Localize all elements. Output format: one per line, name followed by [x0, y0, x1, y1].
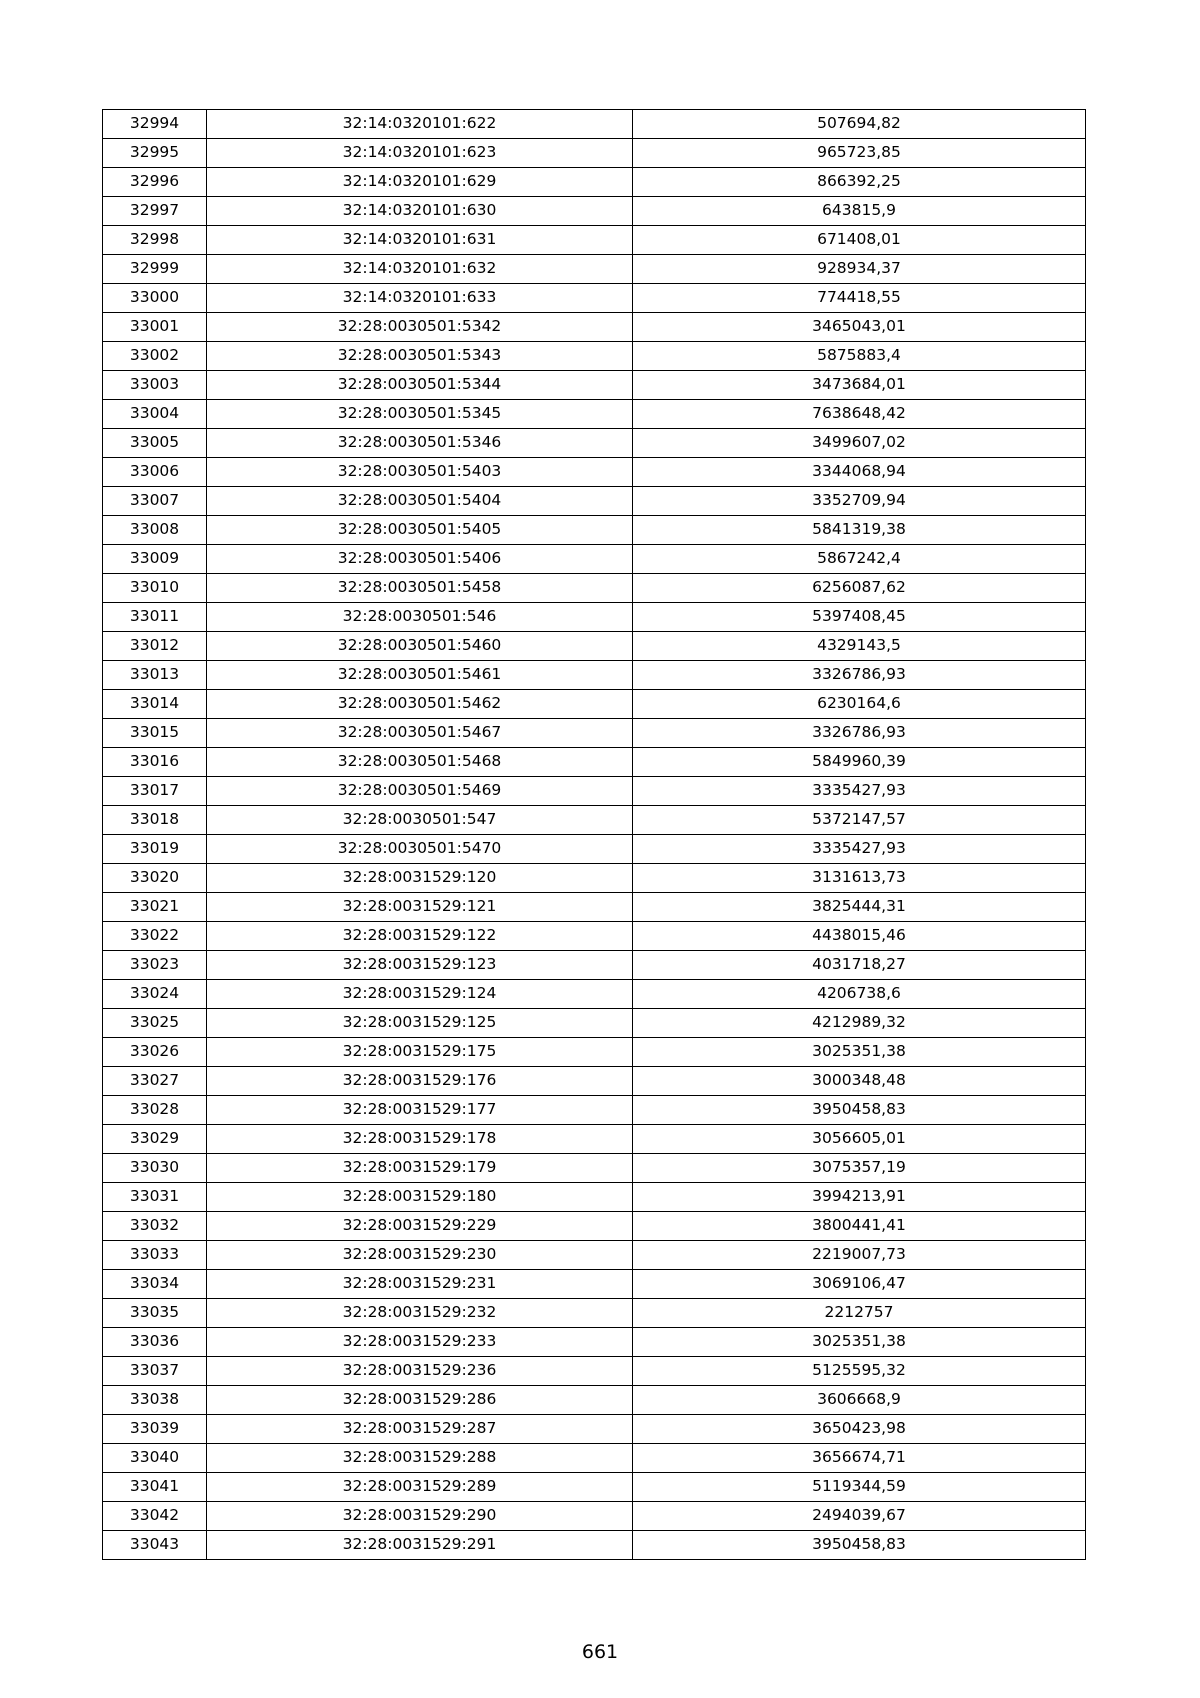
- row-number-cell: 33025: [103, 1009, 207, 1038]
- table-row: [103, 1386, 1086, 1415]
- cadastral-number-cell: 32:28:0030501:547: [207, 806, 633, 835]
- row-number-cell: 33004: [103, 400, 207, 429]
- cadastral-value-cell: 3326786,93: [633, 719, 1086, 748]
- row-number-cell: 33027: [103, 1067, 207, 1096]
- table-row: [103, 835, 1086, 864]
- cadastral-number-cell: 32:28:0031529:124: [207, 980, 633, 1009]
- table-row: [103, 1270, 1086, 1299]
- cadastral-value-cell: 774418,55: [633, 284, 1086, 313]
- table-row: [103, 1502, 1086, 1531]
- cadastral-number-cell: 32:28:0031529:120: [207, 864, 633, 893]
- row-number-cell: 33010: [103, 574, 207, 603]
- cadastral-number-cell: 32:14:0320101:630: [207, 197, 633, 226]
- cadastral-number-cell: 32:28:0031529:123: [207, 951, 633, 980]
- cadastral-number-cell: 32:28:0031529:287: [207, 1415, 633, 1444]
- cadastral-value-cell: 5372147,57: [633, 806, 1086, 835]
- cadastral-value-cell: 643815,9: [633, 197, 1086, 226]
- row-number-cell: 32994: [103, 110, 207, 139]
- row-number-cell: 33011: [103, 603, 207, 632]
- table-row: [103, 487, 1086, 516]
- table-row: [103, 661, 1086, 690]
- table-row: [103, 1096, 1086, 1125]
- table-row: [103, 110, 1086, 139]
- cadastral-number-cell: 32:28:0031529:125: [207, 1009, 633, 1038]
- cadastral-value-cell: 5867242,4: [633, 545, 1086, 574]
- table-row: [103, 951, 1086, 980]
- cadastral-number-cell: 32:28:0031529:177: [207, 1096, 633, 1125]
- row-number-cell: 33012: [103, 632, 207, 661]
- cadastral-number-cell: 32:28:0030501:5468: [207, 748, 633, 777]
- row-number-cell: 33021: [103, 893, 207, 922]
- row-number-cell: 33001: [103, 313, 207, 342]
- table-row: [103, 980, 1086, 1009]
- cadastral-number-cell: 32:28:0031529:178: [207, 1125, 633, 1154]
- cadastral-number-cell: 32:14:0320101:633: [207, 284, 633, 313]
- cadastral-value-cell: 5119344,59: [633, 1473, 1086, 1502]
- row-number-cell: 33029: [103, 1125, 207, 1154]
- cadastral-value-cell: 3656674,71: [633, 1444, 1086, 1473]
- cadastral-number-cell: 32:28:0031529:231: [207, 1270, 633, 1299]
- table-row: [103, 255, 1086, 284]
- table-row: [103, 313, 1086, 342]
- cadastral-number-cell: 32:28:0031529:288: [207, 1444, 633, 1473]
- cadastral-number-cell: 32:28:0031529:236: [207, 1357, 633, 1386]
- cadastral-value-cell: 671408,01: [633, 226, 1086, 255]
- cadastral-number-cell: 32:28:0030501:5405: [207, 516, 633, 545]
- cadastral-value-cell: 3473684,01: [633, 371, 1086, 400]
- row-number-cell: 33007: [103, 487, 207, 516]
- cadastral-value-cell: 928934,37: [633, 255, 1086, 284]
- row-number-cell: 33033: [103, 1241, 207, 1270]
- cadastral-value-cell: 3131613,73: [633, 864, 1086, 893]
- cadastral-value-cell: 965723,85: [633, 139, 1086, 168]
- table-row: [103, 168, 1086, 197]
- row-number-cell: 33038: [103, 1386, 207, 1415]
- cadastral-number-cell: 32:28:0031529:180: [207, 1183, 633, 1212]
- cadastral-value-cell: 4329143,5: [633, 632, 1086, 661]
- table-row: [103, 1299, 1086, 1328]
- table-row: [103, 864, 1086, 893]
- row-number-cell: 33006: [103, 458, 207, 487]
- cadastral-number-cell: 32:28:0031529:175: [207, 1038, 633, 1067]
- table-row: [103, 603, 1086, 632]
- cadastral-number-cell: 32:14:0320101:632: [207, 255, 633, 284]
- table-row: [103, 1183, 1086, 1212]
- cadastral-number-cell: 32:28:0031529:179: [207, 1154, 633, 1183]
- row-number-cell: 33005: [103, 429, 207, 458]
- row-number-cell: 33018: [103, 806, 207, 835]
- table-row: [103, 1531, 1086, 1560]
- cadastral-number-cell: 32:28:0031529:232: [207, 1299, 633, 1328]
- cadastral-number-cell: 32:28:0031529:286: [207, 1386, 633, 1415]
- row-number-cell: 33022: [103, 922, 207, 951]
- cadastral-value-cell: 4031718,27: [633, 951, 1086, 980]
- row-number-cell: 33020: [103, 864, 207, 893]
- row-number-cell: 33035: [103, 1299, 207, 1328]
- cadastral-value-cell: 3326786,93: [633, 661, 1086, 690]
- cadastral-number-cell: 32:28:0031529:230: [207, 1241, 633, 1270]
- table-row: [103, 1212, 1086, 1241]
- cadastral-number-cell: 32:28:0030501:5345: [207, 400, 633, 429]
- row-number-cell: 33009: [103, 545, 207, 574]
- cadastral-value-cell: 5125595,32: [633, 1357, 1086, 1386]
- cadastral-value-cell: 3950458,83: [633, 1096, 1086, 1125]
- cadastral-number-cell: 32:28:0031529:291: [207, 1531, 633, 1560]
- row-number-cell: 33028: [103, 1096, 207, 1125]
- row-number-cell: 32995: [103, 139, 207, 168]
- cadastral-value-cell: 5397408,45: [633, 603, 1086, 632]
- row-number-cell: 33041: [103, 1473, 207, 1502]
- table-row: [103, 893, 1086, 922]
- cadastral-value-cell: 3344068,94: [633, 458, 1086, 487]
- row-number-cell: 33030: [103, 1154, 207, 1183]
- cadastral-value-cell: 3994213,91: [633, 1183, 1086, 1212]
- table-row: [103, 1009, 1086, 1038]
- table-row: [103, 342, 1086, 371]
- cadastral-value-cell: 2494039,67: [633, 1502, 1086, 1531]
- cadastral-number-cell: 32:28:0030501:5458: [207, 574, 633, 603]
- cadastral-value-table: [102, 109, 1086, 1560]
- cadastral-number-cell: 32:28:0030501:5462: [207, 690, 633, 719]
- table-row: [103, 719, 1086, 748]
- table-row: [103, 139, 1086, 168]
- table-row: [103, 400, 1086, 429]
- table-row: [103, 1328, 1086, 1357]
- table-row: [103, 1067, 1086, 1096]
- row-number-cell: 32999: [103, 255, 207, 284]
- table-row: [103, 226, 1086, 255]
- row-number-cell: 33000: [103, 284, 207, 313]
- row-number-cell: 33036: [103, 1328, 207, 1357]
- table-row: [103, 1415, 1086, 1444]
- cadastral-number-cell: 32:28:0031529:121: [207, 893, 633, 922]
- table-row: [103, 632, 1086, 661]
- table-row: [103, 545, 1086, 574]
- cadastral-number-cell: 32:28:0030501:5467: [207, 719, 633, 748]
- row-number-cell: 33016: [103, 748, 207, 777]
- cadastral-number-cell: 32:28:0030501:5403: [207, 458, 633, 487]
- cadastral-value-cell: 3825444,31: [633, 893, 1086, 922]
- cadastral-number-cell: 32:28:0031529:290: [207, 1502, 633, 1531]
- row-number-cell: 33013: [103, 661, 207, 690]
- cadastral-value-cell: 5875883,4: [633, 342, 1086, 371]
- table-row: [103, 1473, 1086, 1502]
- row-number-cell: 33042: [103, 1502, 207, 1531]
- row-number-cell: 33014: [103, 690, 207, 719]
- cadastral-number-cell: 32:28:0030501:5342: [207, 313, 633, 342]
- table-row: [103, 458, 1086, 487]
- cadastral-number-cell: 32:28:0031529:289: [207, 1473, 633, 1502]
- cadastral-value-cell: 3465043,01: [633, 313, 1086, 342]
- row-number-cell: 32998: [103, 226, 207, 255]
- cadastral-value-cell: 4438015,46: [633, 922, 1086, 951]
- table-row: [103, 1444, 1086, 1473]
- table-row: [103, 806, 1086, 835]
- row-number-cell: 33026: [103, 1038, 207, 1067]
- cadastral-value-cell: 3000348,48: [633, 1067, 1086, 1096]
- cadastral-value-cell: 2212757: [633, 1299, 1086, 1328]
- table-row: [103, 1038, 1086, 1067]
- row-number-cell: 32997: [103, 197, 207, 226]
- cadastral-value-cell: 4206738,6: [633, 980, 1086, 1009]
- row-number-cell: 33032: [103, 1212, 207, 1241]
- row-number-cell: 33019: [103, 835, 207, 864]
- cadastral-number-cell: 32:14:0320101:623: [207, 139, 633, 168]
- table-row: [103, 284, 1086, 313]
- row-number-cell: 33015: [103, 719, 207, 748]
- row-number-cell: 33003: [103, 371, 207, 400]
- cadastral-number-cell: 32:28:0030501:5469: [207, 777, 633, 806]
- table-row: [103, 1154, 1086, 1183]
- table-row: [103, 516, 1086, 545]
- cadastral-number-cell: 32:28:0031529:176: [207, 1067, 633, 1096]
- row-number-cell: 33037: [103, 1357, 207, 1386]
- row-number-cell: 33031: [103, 1183, 207, 1212]
- cadastral-value-cell: 4212989,32: [633, 1009, 1086, 1038]
- cadastral-value-cell: 3606668,9: [633, 1386, 1086, 1415]
- cadastral-value-cell: 3950458,83: [633, 1531, 1086, 1560]
- cadastral-number-cell: 32:14:0320101:622: [207, 110, 633, 139]
- cadastral-value-cell: 3069106,47: [633, 1270, 1086, 1299]
- cadastral-value-cell: 2219007,73: [633, 1241, 1086, 1270]
- cadastral-value-cell: 507694,82: [633, 110, 1086, 139]
- cadastral-value-cell: 3075357,19: [633, 1154, 1086, 1183]
- table-row: [103, 1357, 1086, 1386]
- cadastral-number-cell: 32:28:0031529:233: [207, 1328, 633, 1357]
- table-body: [103, 110, 1086, 1560]
- page-number: 661: [581, 1641, 619, 1663]
- cadastral-value-cell: 3352709,94: [633, 487, 1086, 516]
- cadastral-number-cell: 32:28:0030501:5343: [207, 342, 633, 371]
- table-row: [103, 922, 1086, 951]
- cadastral-number-cell: 32:28:0031529:229: [207, 1212, 633, 1241]
- cadastral-number-cell: 32:14:0320101:629: [207, 168, 633, 197]
- cadastral-value-cell: 7638648,42: [633, 400, 1086, 429]
- cadastral-value-cell: 3650423,98: [633, 1415, 1086, 1444]
- cadastral-value-cell: 3335427,93: [633, 835, 1086, 864]
- table-row: [103, 574, 1086, 603]
- cadastral-number-cell: 32:28:0030501:5460: [207, 632, 633, 661]
- row-number-cell: 33023: [103, 951, 207, 980]
- cadastral-value-cell: 5841319,38: [633, 516, 1086, 545]
- cadastral-number-cell: 32:14:0320101:631: [207, 226, 633, 255]
- cadastral-number-cell: 32:28:0031529:122: [207, 922, 633, 951]
- table-row: [103, 197, 1086, 226]
- cadastral-value-cell: 6256087,62: [633, 574, 1086, 603]
- row-number-cell: 33040: [103, 1444, 207, 1473]
- cadastral-value-cell: 3800441,41: [633, 1212, 1086, 1241]
- cadastral-value-cell: 866392,25: [633, 168, 1086, 197]
- row-number-cell: 33043: [103, 1531, 207, 1560]
- cadastral-number-cell: 32:28:0030501:5470: [207, 835, 633, 864]
- cadastral-value-cell: 3025351,38: [633, 1328, 1086, 1357]
- cadastral-number-cell: 32:28:0030501:546: [207, 603, 633, 632]
- cadastral-value-cell: 6230164,6: [633, 690, 1086, 719]
- table-row: [103, 748, 1086, 777]
- cadastral-number-cell: 32:28:0030501:5406: [207, 545, 633, 574]
- cadastral-number-cell: 32:28:0030501:5344: [207, 371, 633, 400]
- cadastral-value-cell: 3335427,93: [633, 777, 1086, 806]
- table-row: [103, 690, 1086, 719]
- row-number-cell: 33039: [103, 1415, 207, 1444]
- row-number-cell: 33008: [103, 516, 207, 545]
- table-row: [103, 1125, 1086, 1154]
- cadastral-number-cell: 32:28:0030501:5346: [207, 429, 633, 458]
- row-number-cell: 33034: [103, 1270, 207, 1299]
- row-number-cell: 33017: [103, 777, 207, 806]
- cadastral-value-cell: 3025351,38: [633, 1038, 1086, 1067]
- cadastral-value-cell: 3499607,02: [633, 429, 1086, 458]
- row-number-cell: 32996: [103, 168, 207, 197]
- table-row: [103, 1241, 1086, 1270]
- table-row: [103, 429, 1086, 458]
- row-number-cell: 33024: [103, 980, 207, 1009]
- table-row: [103, 777, 1086, 806]
- cadastral-number-cell: 32:28:0030501:5461: [207, 661, 633, 690]
- cadastral-value-cell: 3056605,01: [633, 1125, 1086, 1154]
- table-row: [103, 371, 1086, 400]
- cadastral-number-cell: 32:28:0030501:5404: [207, 487, 633, 516]
- cadastral-value-cell: 5849960,39: [633, 748, 1086, 777]
- row-number-cell: 33002: [103, 342, 207, 371]
